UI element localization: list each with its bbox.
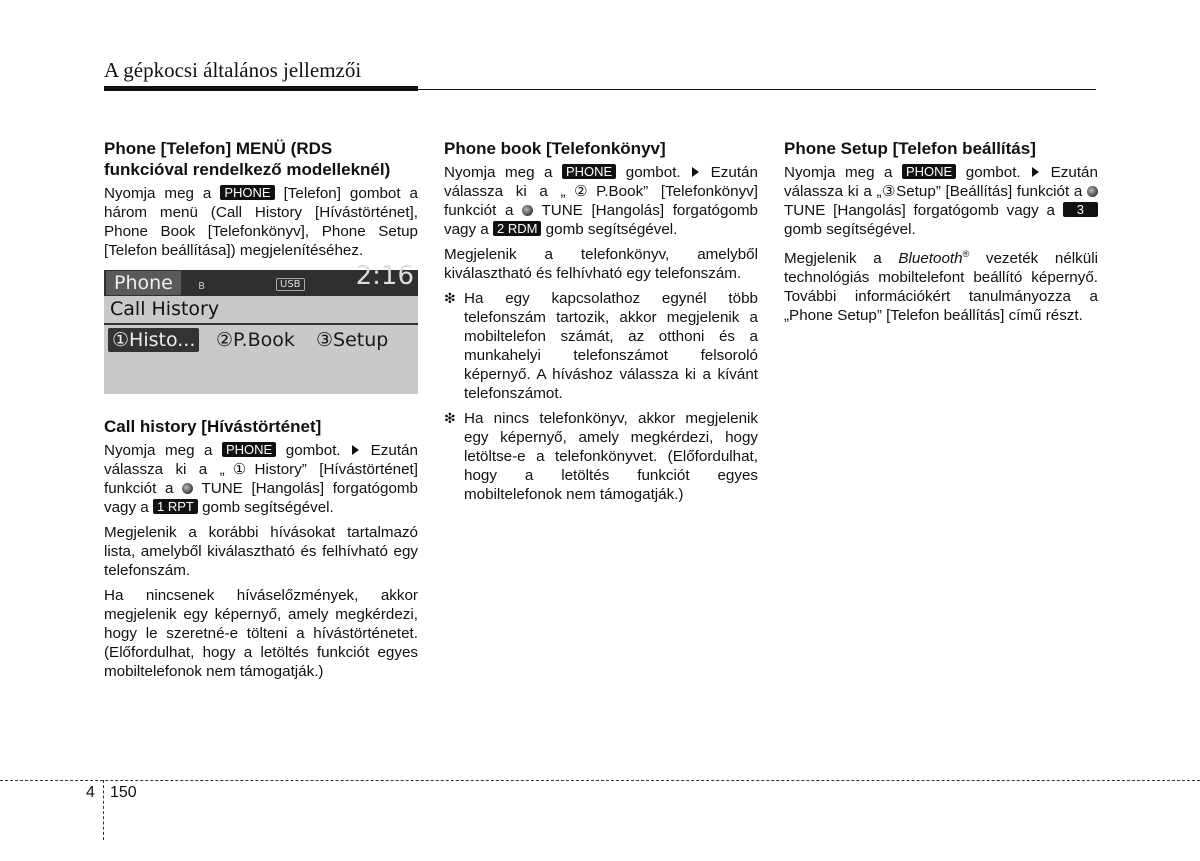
note-text: Ha egy kapcsolathoz egynél több telefonszám tartozik, akkor megjelenik a mobiltelefon számát, az otthoni és a munkahelyi telefonszámot felsoroló képernyő. A híváshoz válassza ki a kívánt telefonszámot. [464, 290, 758, 402]
lcd-divider [104, 323, 418, 325]
text: Ezután válassza ki a „②P.Book” [Telefonkönyv] funkciót a [444, 164, 758, 219]
chapter-number: 4 [86, 784, 95, 801]
arrow-right-icon [352, 445, 359, 455]
three-button-glyph: 3 [1063, 202, 1098, 217]
header-rule-thin [418, 89, 1096, 90]
section-heading-phone-setup: Phone Setup [Telefon beállítás] [784, 139, 1036, 158]
paragraph: Ha nincsenek híváselőzmények, akkor megjelenik egy képernyő, amely megkérdezi, hogy le szeretné-e tölteni a hívástörténetet. (Előfordulhat, hogy a letöltés funkciót egyes mobiltelefonok nem támogatják.) [104, 587, 418, 680]
paragraph [444, 163, 758, 239]
lcd-option-history: ①Histo... [108, 328, 199, 352]
text: Nyomja meg a [784, 164, 893, 181]
tune-knob-icon [182, 483, 193, 494]
text: TUNE [Hangolás] forgatógomb vagy a [104, 480, 418, 516]
text: Nyomja meg a [104, 185, 212, 202]
text: TUNE [Hangolás] forgatógomb vagy a [784, 202, 1055, 219]
registered-mark: ® [962, 249, 970, 259]
paragraph [784, 245, 1098, 325]
text: [Telefon] gombot a három menü (Call History [Hívástörténet], Phone Book [Telefonkönyv], Phone Setup [Telefon beállítása]) megjelenítéséhez. [104, 185, 418, 259]
text: gombot. [285, 442, 341, 459]
phone-button-glyph: PHONE [222, 442, 276, 457]
lcd-selected-item: Call History [110, 298, 220, 320]
paragraph [104, 184, 418, 260]
text: gomb segítségével. [545, 221, 678, 238]
text: vezeték nélküli technológiás mobiltelefont beállító képernyő. További információkért tanulmányozza a „Phone Setup” [Telefon beállítás] című részt. [784, 250, 1098, 325]
paragraph: Megjelenik a korábbi hívásokat tartalmazó lista, amelyből kiválasztható és felhívható egy telefonszám. [104, 524, 418, 579]
page-number: 150 [110, 784, 137, 801]
text: Nyomja meg a [444, 164, 553, 181]
usb-icon: USB [276, 278, 305, 291]
phone-button-glyph: PHONE [562, 164, 616, 179]
lcd-clock: 2:16 [355, 261, 414, 291]
phone-button-glyph: PHONE [220, 185, 274, 200]
tune-knob-icon [1087, 186, 1098, 197]
arrow-right-icon [1032, 167, 1039, 177]
text: Ezután válassza ki a „③Setup” [Beállítás] funkciót a [784, 164, 1098, 200]
note-icon: ❇ [444, 290, 456, 306]
text: gomb segítségével. [784, 221, 916, 238]
bluetooth-term: Bluetooth [898, 250, 963, 268]
footer-divider [0, 780, 1200, 781]
text: gombot. [625, 164, 681, 181]
column-3 [784, 138, 1098, 331]
section-heading-phone-book: Phone book [Telefonkönyv] [444, 139, 666, 158]
lcd-option-pbook: ②P.Book [216, 329, 295, 351]
text: gomb segítségével. [202, 499, 334, 516]
paragraph [104, 441, 418, 517]
note-item [444, 409, 758, 504]
text: gombot. [965, 164, 1021, 181]
section-heading-phone-menu: Phone [Telefon] MENÜ (RDS funkcióval rendelkező modelleknél) [104, 139, 391, 179]
rpt-button-glyph: 1 RPT [153, 499, 198, 514]
lcd-screen-illustration [104, 261, 418, 394]
footer-vertical-divider [103, 780, 104, 840]
note-item [444, 289, 758, 403]
phone-button-glyph: PHONE [902, 164, 956, 179]
text: Megjelenik a [784, 250, 882, 268]
text: TUNE [Hangolás] forgatógomb vagy a [444, 202, 758, 238]
text: Ezután válassza ki a „①History” [Hívástörténet] funkciót a [104, 442, 418, 497]
section-heading-call-history: Call history [Hívástörténet] [104, 417, 322, 436]
note-text: Ha nincs telefonkönyv, akkor megjelenik egy képernyő, amely megkérdezi, hogy letöltse-e a telefonkönyvet. (Előfordulhat, hogy a letöltés funkciót egyes mobiltelefonok nem támogatják.) [464, 410, 758, 503]
paragraph: Megjelenik a telefonkönyv, amelyből kiválasztható és felhívható egy telefonszám. [444, 246, 758, 282]
header-rule-thick [104, 86, 418, 91]
bluetooth-icon: ʙ [198, 278, 205, 292]
paragraph [784, 163, 1098, 239]
tune-knob-icon [522, 205, 533, 216]
lcd-option-setup: ③Setup [316, 329, 389, 351]
page-header-title: A gépkocsi általános jellemzői [104, 58, 362, 82]
arrow-right-icon [692, 167, 699, 177]
text: Nyomja meg a [104, 442, 213, 459]
column-2 [444, 138, 758, 510]
note-icon: ❇ [444, 410, 456, 426]
column-1 [104, 138, 418, 687]
rdm-button-glyph: 2 RDM [493, 221, 541, 236]
lcd-mode-label: Phone [106, 271, 181, 295]
